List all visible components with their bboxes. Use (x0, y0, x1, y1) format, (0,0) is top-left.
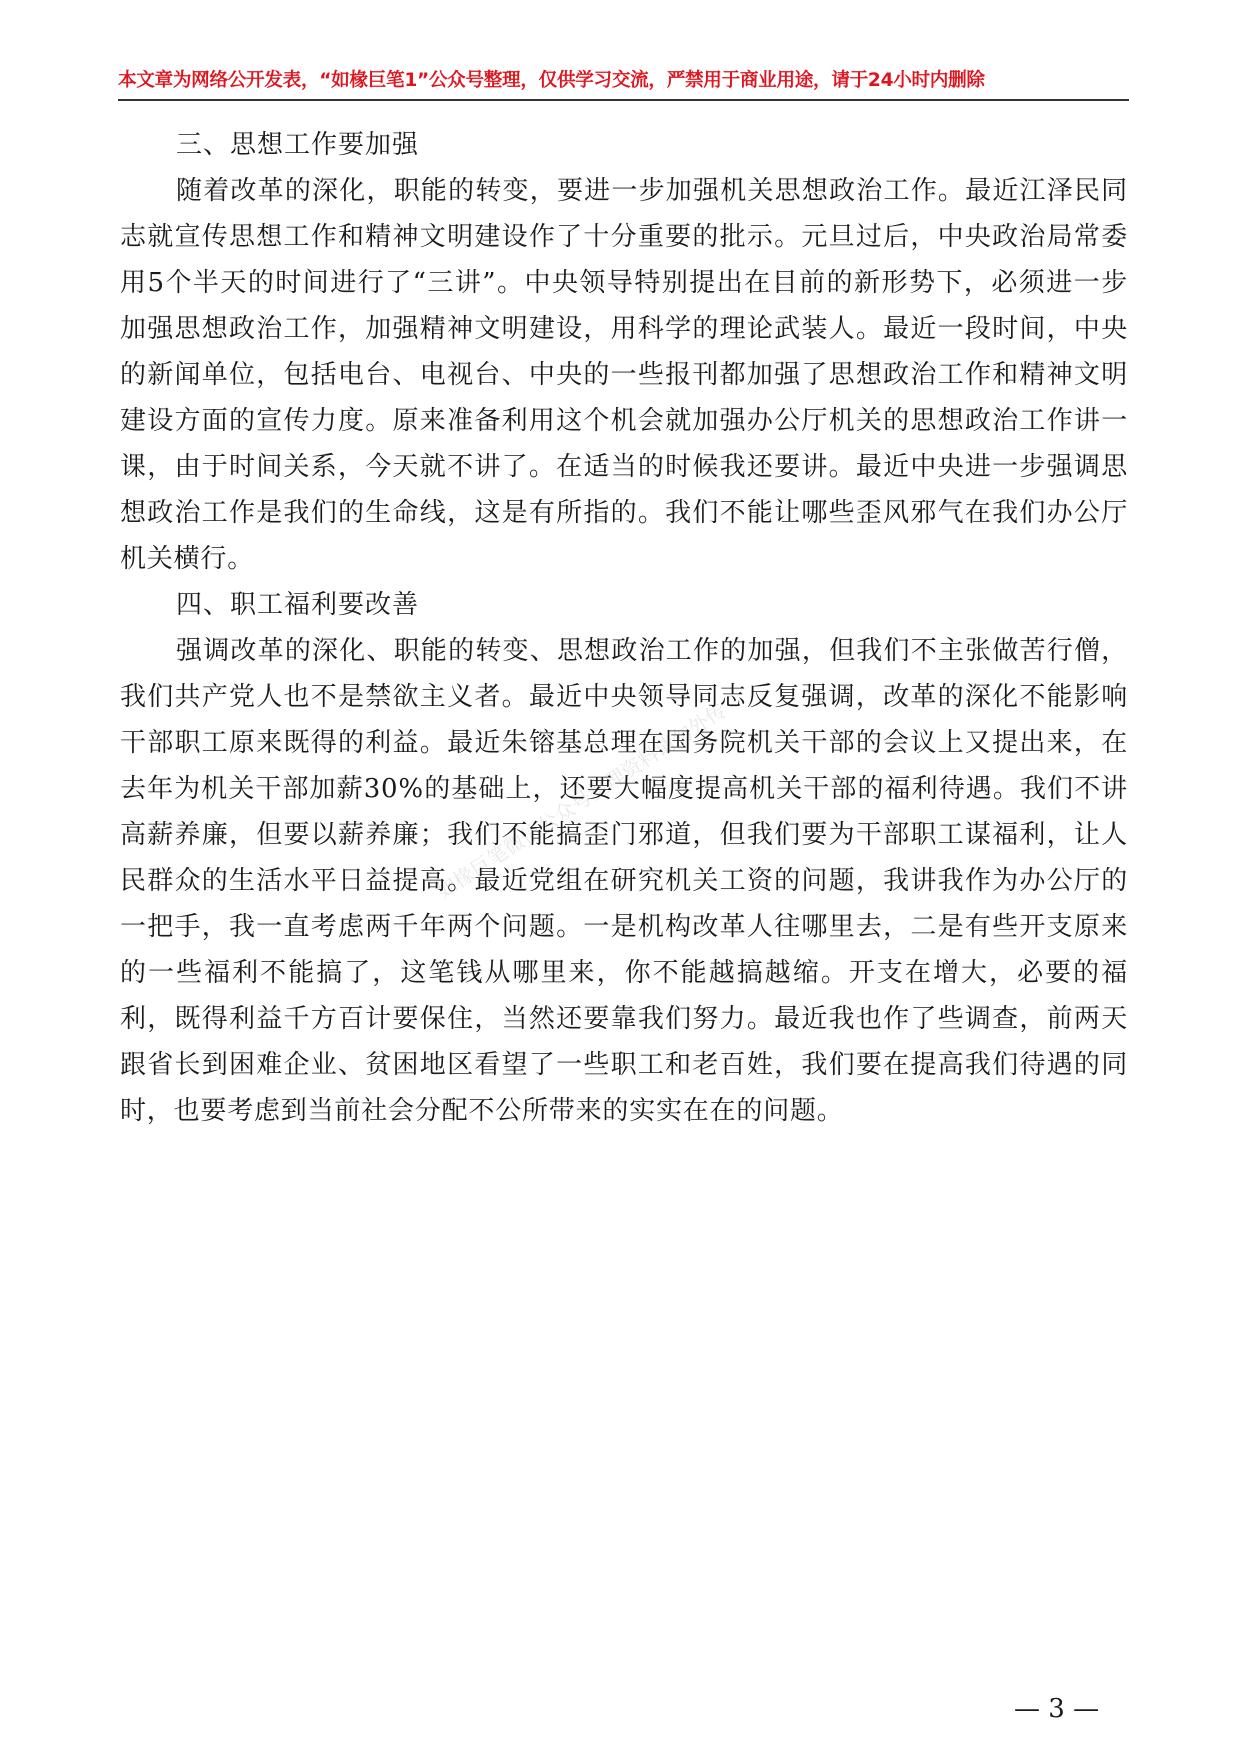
document-body (120, 122, 1128, 1134)
section-heading-3: 三、思想工作要加强 (176, 130, 420, 160)
section-heading-4: 四、职工福利要改善 (176, 590, 420, 620)
section-3-paragraph: 随着改革的深化，职能的转变，要进一步加强机关思想政治工作。最近江泽民同志就宣传思想工作和精神文明建设作了十分重要的批示。元旦过后，中央政治局常委用5个半天的时间进行了“三讲”。中央领导特别提出在目前的新形势下，必须进一步加强思想政治工作，加强精神文明建设，用科学的理论武装人。最近一段时间，中央的新闻单位，包括电台、电视台、中央的一些报刊都加强了思想政治工作和精神文明建设方面的宣传力度。原来准备利用这个机会就加强办公厅机关的思想政治工作讲一课，由于时间关系，今天就不讲了。在适当的时候我还要讲。最近中央进一步强调思想政治工作是我们的生命线，这是有所指的。我们不能让哪些歪风邪气在我们办公厅机关横行。 (120, 176, 1128, 574)
section-4-paragraph: 强调改革的深化、职能的转变、思想政治工作的加强，但我们不主张做苦行僧，我们共产党人也不是禁欲主义者。最近中央领导同志反复强调，改革的深化不能影响干部职工原来既得的利益。最近朱镕基总理在国务院机关干部的会议上又提出来，在去年为机关干部加薪30%的基础上，还要大幅度提高机关干部的福利待遇。我们不讲高薪养廉，但要以薪养廉；我们不能搞歪门邪道，但我们要为干部职工谋福利，让人民群众的生活水平日益提高。最近党组在研究机关工资的问题，我讲我作为办公厅的一把手，我一直考虑两千年两个问题。一是机构改革人往哪里去，二是有些开支原来的一些福利不能搞了，这笔钱从哪里来，你不能越搞越缩。开支在增大，必要的福利，既得利益千方百计要保住，当然还要靠我们努力。最近我也作了些调查，前两天跟省长到困难企业、贫困地区看望了一些职工和老百姓，我们要在提高我们待遇的同时，也要考虑到当前社会分配不公所带来的实实在在的问题。 (120, 636, 1128, 1126)
page-number: — 3 — (1014, 1694, 1100, 1724)
header-divider (118, 99, 1129, 101)
watermark: 如椽巨笔微信公众号整理资料请勿外传 (432, 698, 731, 904)
copyright-notice: 本文章为网络公开发表，“如椽巨笔1”公众号整理，仅供学习交流，严禁用于商业用途，请于24小时内删除 (118, 70, 985, 91)
